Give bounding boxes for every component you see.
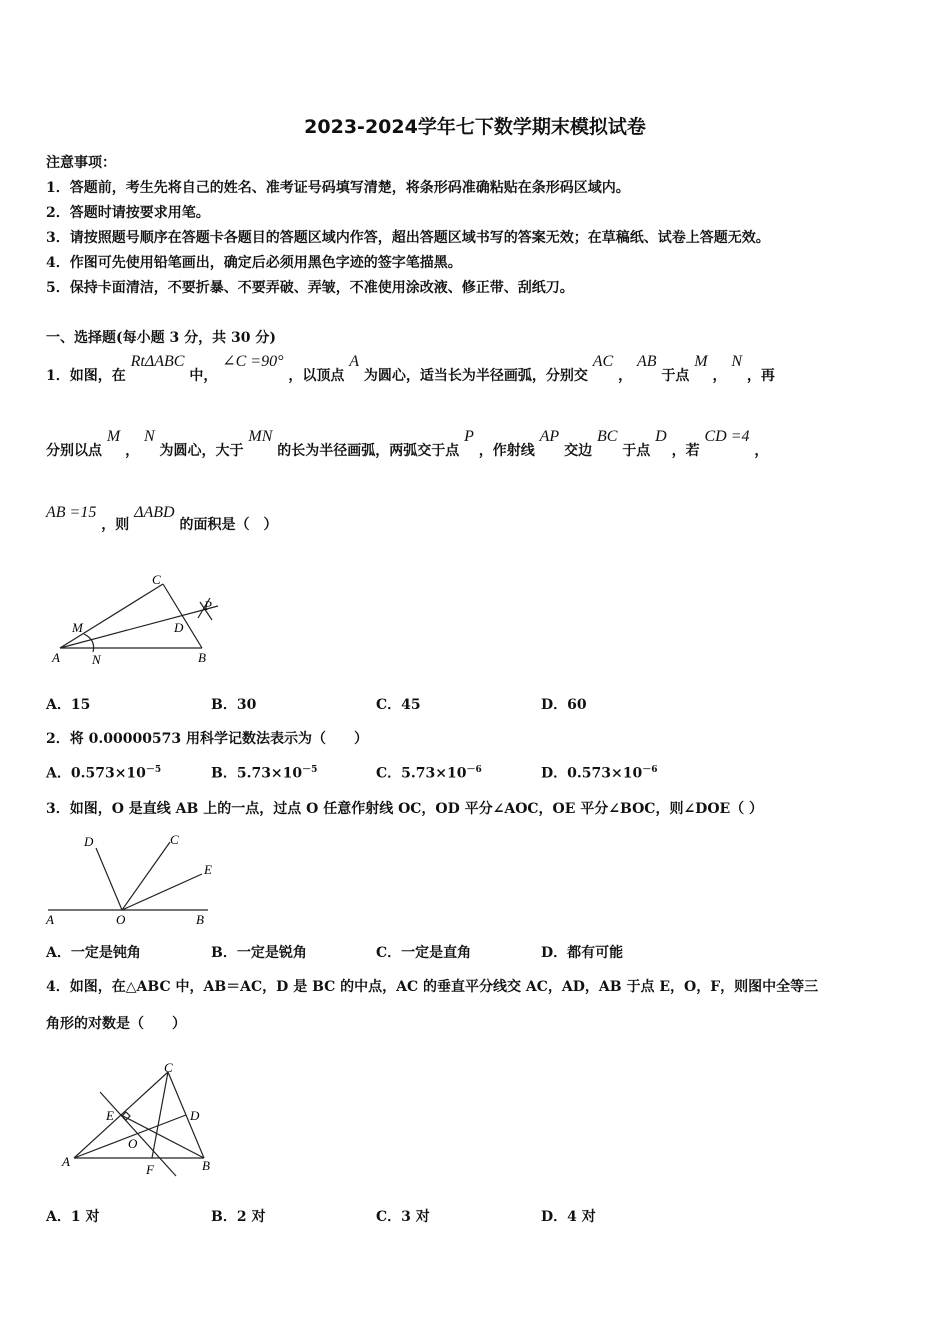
q1-line-1 — [46, 353, 775, 385]
q1-text: 于点 — [622, 443, 651, 459]
q4-label-c: C — [164, 1060, 173, 1075]
q4-option-d[interactable]: D．4 对 — [541, 1209, 596, 1225]
q4-figure — [58, 1056, 228, 1182]
q1-math: CD =4 — [704, 428, 750, 445]
q4-option-c[interactable]: C．3 对 — [376, 1209, 430, 1225]
q1-text: 的面积是（ ） — [179, 517, 278, 533]
q4-label-d: D — [190, 1108, 200, 1123]
q1-math: N — [143, 428, 155, 445]
q1-label-n: N — [92, 652, 101, 667]
q2-option-base: A．0.573×10 — [46, 765, 146, 782]
q3-label-d: D — [84, 834, 94, 849]
q1-math: N — [731, 353, 743, 370]
q1-math: A — [349, 353, 360, 370]
q1-arc-mn — [84, 634, 94, 652]
q1-math: AB — [636, 353, 657, 370]
q3-label-b: B — [196, 912, 204, 927]
q1-label-b: B — [198, 650, 206, 665]
q1-math: ΔABD — [134, 504, 175, 521]
q3-option-c[interactable]: C．一定是直角 — [376, 945, 472, 961]
q1-math: P — [464, 428, 474, 445]
q4-option-b[interactable]: B．2 对 — [211, 1209, 266, 1225]
q2-option-exp: －6 — [466, 765, 482, 775]
q1-side-ac — [60, 584, 163, 648]
q1-option-b[interactable]: B．30 — [211, 697, 257, 713]
q2-option-exp: －5 — [145, 765, 162, 775]
q1-option-a[interactable]: A．15 — [46, 697, 91, 713]
q4-label-f: F — [146, 1162, 154, 1177]
notes-heading: 注意事项： — [46, 155, 116, 171]
q1-text: ，则 — [101, 517, 130, 533]
q3-figure — [44, 826, 224, 930]
q1-text: 中， — [189, 368, 218, 384]
q1-label-p: P — [204, 598, 212, 613]
q1-math: RtΔABC — [130, 353, 185, 370]
q2-option-base: C．5.73×10 — [376, 765, 467, 782]
q4-option-a[interactable]: A．1 对 — [46, 1209, 100, 1225]
q1-text: 于点 — [661, 368, 690, 384]
q2-option-base: D．0.573×10 — [541, 765, 643, 782]
q1-text: 为圆心，适当长为半径画弧，分别交 — [363, 368, 588, 384]
q1-math: MN — [248, 428, 273, 445]
q2-option-c[interactable] — [376, 762, 482, 783]
q1-math: AP — [539, 428, 560, 445]
q1-math: BC — [596, 428, 618, 445]
q1-text: ，再 — [746, 368, 775, 384]
q1-text: 1．如图，在 — [46, 368, 126, 384]
q3-option-b[interactable]: B．一定是锐角 — [211, 945, 307, 961]
q1-label-m: M — [72, 620, 83, 635]
q1-text: ， — [712, 368, 727, 384]
q1-option-c[interactable]: C．45 — [376, 697, 421, 713]
q3-option-d[interactable]: D．都有可能 — [541, 945, 624, 961]
q1-text: ， — [125, 443, 140, 459]
q1-text: 交边 — [564, 443, 593, 459]
q3-text: 3．如图，O 是直线 AB 上的一点，过点 O 任意作射线 OC，OD 平分∠AOC，OE 平分∠BOC，则∠DOE（ ） — [46, 801, 764, 817]
q2-option-base: B．5.73×10 — [211, 765, 303, 782]
q2-option-d[interactable] — [541, 762, 657, 783]
q1-figure — [50, 570, 230, 670]
q3-label-e: E — [204, 862, 212, 877]
q1-label-c: C — [152, 572, 161, 587]
q1-option-d[interactable]: D．60 — [541, 697, 587, 713]
q1-label-d: D — [174, 620, 184, 635]
q1-text: ，作射线 — [478, 443, 535, 459]
q1-text: 的长为半径画弧，两弧交于点 — [277, 443, 460, 459]
q3-option-a[interactable]: A．一定是钝角 — [46, 945, 141, 961]
note-item-3: 3．请按照题号顺序在答题卡各题目的答题区域内作答，超出答题区域书写的答案无效；在草稿纸、试卷上答题无效。 — [46, 230, 770, 246]
q4-label-b: B — [202, 1158, 210, 1173]
q1-math: ∠C =90° — [222, 353, 284, 370]
q3-label-o: O — [116, 912, 126, 927]
note-item-5: 5．保持卡面清洁，不要折暴、不要弄破、弄皱，不准使用涂改液、修正带、刮纸刀。 — [46, 280, 574, 296]
q1-math: M — [694, 353, 708, 370]
q4-label-o: O — [128, 1136, 138, 1151]
q2-text: 2．将 0.00000573 用科学记数法表示为（ ） — [46, 731, 369, 747]
section-heading: 一、选择题(每小题 3 分，共 30 分) — [46, 330, 276, 346]
q4-text-1: 4．如图，在△ABC 中，AB＝AC，D 是 BC 的中点，AC 的垂直平分线交 AC，AD，AB 于点 E，O，F，则图中全等三 — [46, 979, 819, 995]
q3-ray-od — [96, 848, 122, 910]
q1-math: M — [106, 428, 121, 445]
q1-text: ， — [754, 443, 769, 459]
q1-label-a: A — [52, 650, 60, 665]
q3-label-c: C — [170, 832, 179, 847]
q1-text: ， — [618, 368, 633, 384]
q2-option-exp: －6 — [642, 765, 658, 775]
q1-line-3 — [46, 504, 278, 534]
q4-label-e: E — [106, 1108, 114, 1123]
note-item-1: 1．答题前，考生先将自己的姓名、准考证号码填写清楚，将条形码准确粘贴在条形码区域内。 — [46, 180, 630, 196]
q2-option-exp: －5 — [302, 765, 318, 775]
q1-text: ，若 — [671, 443, 700, 459]
note-item-4: 4．作图可先使用铅笔画出，确定后必须用黑色字迹的签字笔描黑。 — [46, 255, 462, 271]
q1-line-2 — [46, 428, 769, 460]
q2-option-b[interactable] — [211, 762, 317, 783]
q1-text: 分别以点 — [46, 443, 102, 459]
q4-bisector — [100, 1092, 176, 1176]
q1-math: AC — [592, 353, 614, 370]
q2-option-a[interactable] — [46, 762, 161, 783]
q1-math: D — [655, 428, 667, 445]
q1-ray-ap — [60, 606, 218, 648]
q4-text-2: 角形的对数是（ ） — [46, 1016, 186, 1032]
note-item-2: 2．答题时请按要求用笔。 — [46, 205, 210, 221]
q3-label-a: A — [46, 912, 54, 927]
q4-label-a: A — [62, 1154, 70, 1169]
q1-text: 为圆心，大于 — [159, 443, 244, 459]
q1-text: ，以顶点 — [288, 368, 345, 384]
q1-math: AB =15 — [46, 504, 97, 521]
page-title: 2023-2024学年七下数学期末模拟试卷 — [304, 116, 646, 138]
